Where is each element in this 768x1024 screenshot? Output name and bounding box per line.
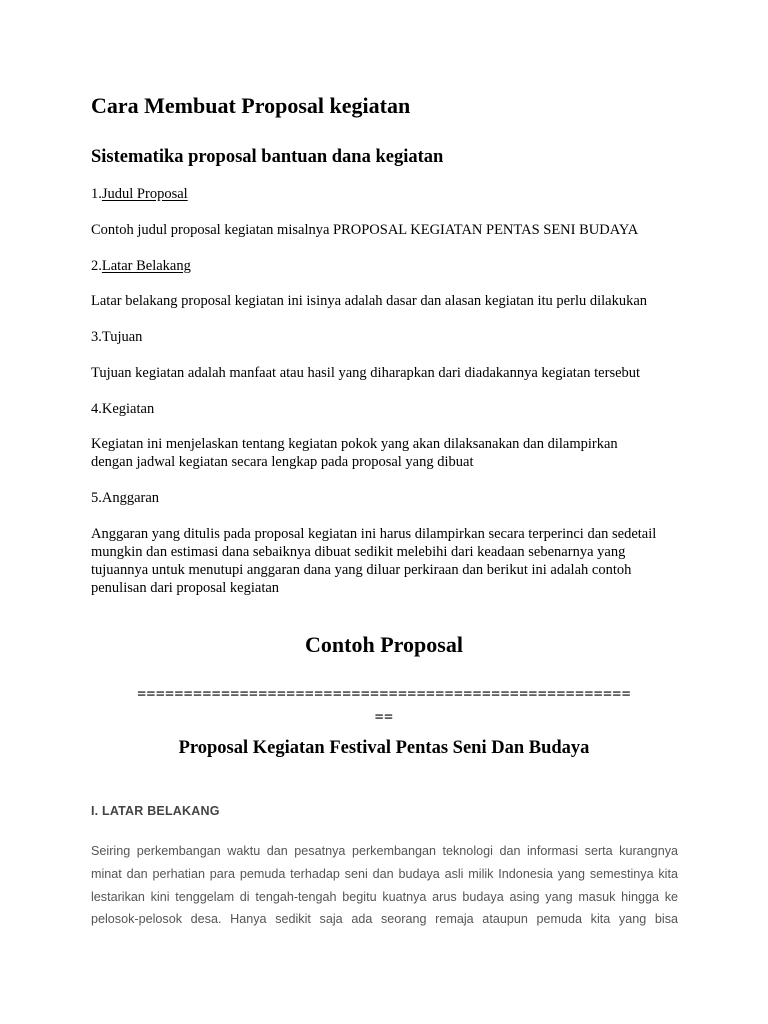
item-description-line: Anggaran yang ditulis pada proposal kegiatan ini harus dilampirkan secara terperinci dan sedetail <box>91 526 657 542</box>
item-heading-latar-belakang <box>91 257 191 275</box>
item-heading-anggaran <box>91 489 159 507</box>
paragraph-line: lestarikan kini tenggelam di tengah-tengah begitu kuatnya arus budaya asing yang masuk hingga ke <box>91 889 678 904</box>
item-label-link[interactable]: Latar Belakang <box>101 258 191 274</box>
item-description: Tujuan kegiatan adalah manfaat atau hasil yang diharapkan dari diadakannya kegiatan tersebut <box>91 365 641 381</box>
item-description-line: penulisan dari proposal kegiatan <box>91 580 280 596</box>
document-subtitle: Sistematika proposal bantuan dana kegiatan <box>91 147 444 167</box>
section-heading-latar-belakang: I. LATAR BELAKANG <box>91 804 220 818</box>
item-description-line: tujuannya untuk menutupi anggaran dana yang diluar perkiraan dan berikut ini adalah contoh <box>91 562 632 578</box>
item-number: 5. <box>91 490 102 506</box>
paragraph-line: pelosok-pelosok desa. Hanya sedikit saja ada seorang remaja ataupun pemuda kita yang bisa <box>91 912 678 927</box>
item-number: 4. <box>91 401 102 417</box>
item-number: 3. <box>91 329 102 345</box>
item-label-link[interactable]: Judul Proposal <box>101 186 188 202</box>
paragraph-line: Seiring perkembangan waktu dan pesatnya perkembangan teknologi dan informasi serta kurangnya <box>91 844 678 858</box>
proposal-title: Proposal Kegiatan Festival Pentas Seni Dan Budaya <box>178 738 590 758</box>
item-label: Kegiatan <box>101 401 155 417</box>
paragraph-line: minat dan perhatian para pemuda terhadap seni dan budaya asli milik Indonesia yang semestinya kita <box>91 866 678 881</box>
section-paragraph <box>91 840 678 931</box>
item-description-line: mungkin dan estimasi dana sebaiknya dibuat sedikit melebihi dari keadaan sebenarnya yang <box>91 544 626 560</box>
item-number: 2. <box>91 258 102 274</box>
item-description-line: dengan jadwal kegiatan secara lengkap pada proposal yang dibuat <box>91 454 474 470</box>
item-heading-judul-proposal <box>91 185 188 203</box>
separator-line: ===================================================== <box>137 686 631 703</box>
example-heading: Contoh Proposal <box>305 632 463 657</box>
item-description: Contoh judul proposal kegiatan misalnya PROPOSAL KEGIATAN PENTAS SENI BUDAYA <box>91 222 639 238</box>
item-heading-kegiatan <box>91 400 154 418</box>
item-heading-tujuan <box>91 328 142 346</box>
item-number: 1. <box>91 186 102 202</box>
item-label: Anggaran <box>101 490 160 506</box>
item-description-line: Kegiatan ini menjelaskan tentang kegiatan pokok yang akan dilaksanakan dan dilampirkan <box>91 436 618 452</box>
item-label: Tujuan <box>101 329 143 345</box>
document-title: Cara Membuat Proposal kegiatan <box>91 93 411 118</box>
separator-line-continued: == <box>374 709 394 726</box>
item-description: Latar belakang proposal kegiatan ini isinya adalah dasar dan alasan kegiatan itu perlu dilakukan <box>91 293 648 309</box>
